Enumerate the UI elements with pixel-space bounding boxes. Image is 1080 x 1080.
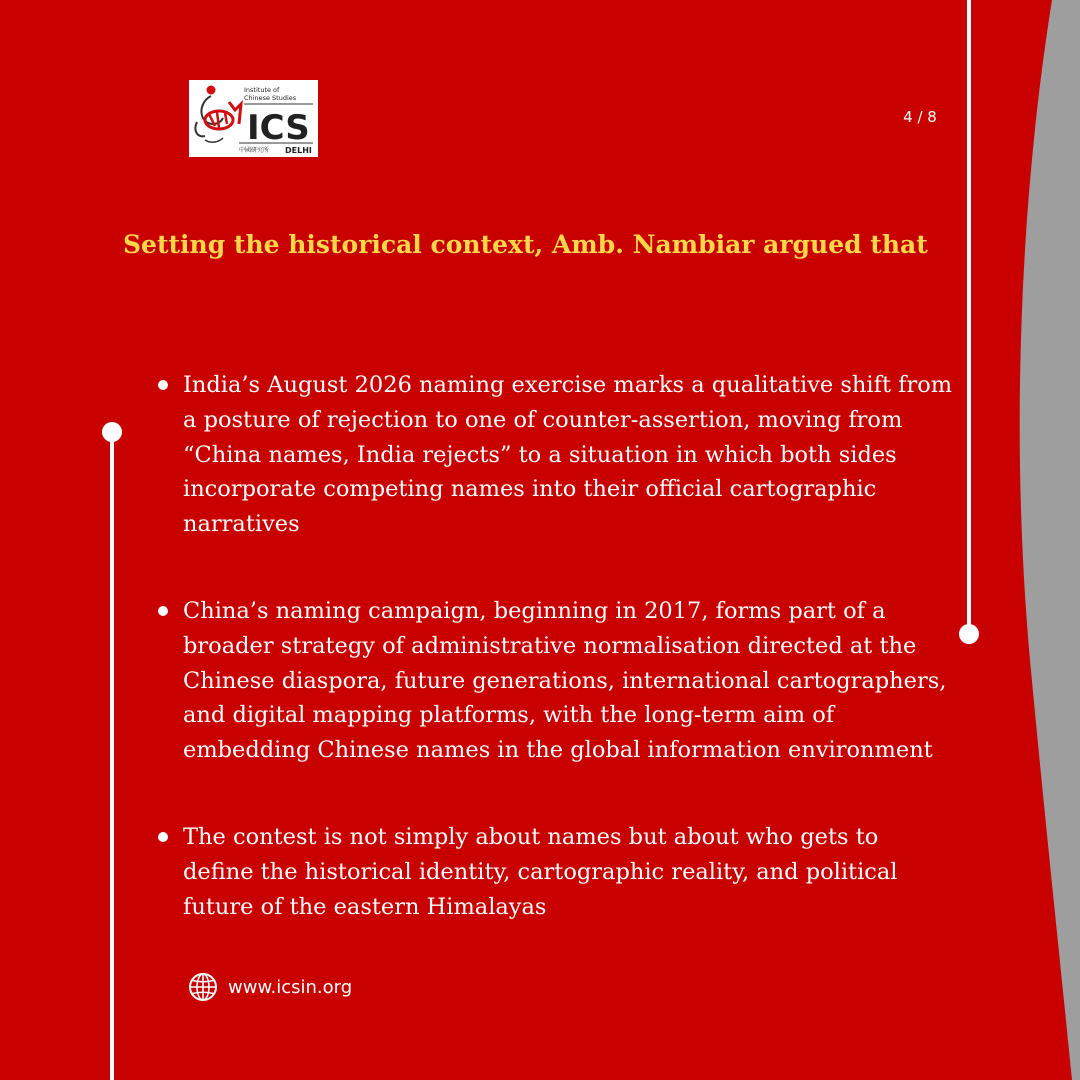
section-heading: Setting the historical context, Amb. Nambiar argued that [123, 230, 928, 259]
list-item-text: The contest is not simply about names but about who gets to define the historical identity, cartographic reality, and political future of the eastern Himalayas [183, 823, 898, 920]
bullet-icon [158, 832, 168, 842]
ics-emblem [195, 86, 241, 143]
logo-top-text-1: Institute of [244, 86, 280, 94]
logo-acronym: ICS [247, 108, 310, 148]
list-item [155, 820, 955, 924]
list-item-text: India’s August 2026 naming exercise marks a qualitative shift from a posture of rejection to one of counter-assertion, moving from “China names, India rejects” to a situation in which both sides incorporate competing names into their official cartographic narratives [183, 372, 953, 538]
bullet-icon [158, 380, 168, 390]
ics-logo [189, 80, 318, 157]
decorative-right-line [967, 0, 971, 634]
list-item-text: China’s naming campaign, beginning in 2017, forms part of a broader strategy of administrative normalisation directed at the Chinese diaspora, future generations, international cartographers, and digital mapping platforms, with the long-term aim of embedding Chinese names in the global information environment [183, 597, 947, 764]
logo-top-text-2: Chinese Studies [244, 94, 297, 102]
globe-icon [188, 972, 218, 1002]
bullet-icon [158, 606, 168, 616]
bullet-list [155, 368, 955, 976]
decorative-left-line [110, 432, 114, 1080]
footer [188, 972, 352, 1002]
logo-city: DELHI [285, 146, 312, 155]
page-indicator: 4 / 8 [903, 108, 937, 126]
list-item [155, 368, 955, 542]
decorative-left-dot [102, 422, 122, 442]
logo-chinese-text: 中國研究所 [239, 147, 270, 154]
website-link[interactable]: www.icsin.org [228, 976, 353, 998]
decorative-right-dot [959, 624, 979, 644]
list-item [155, 594, 955, 768]
